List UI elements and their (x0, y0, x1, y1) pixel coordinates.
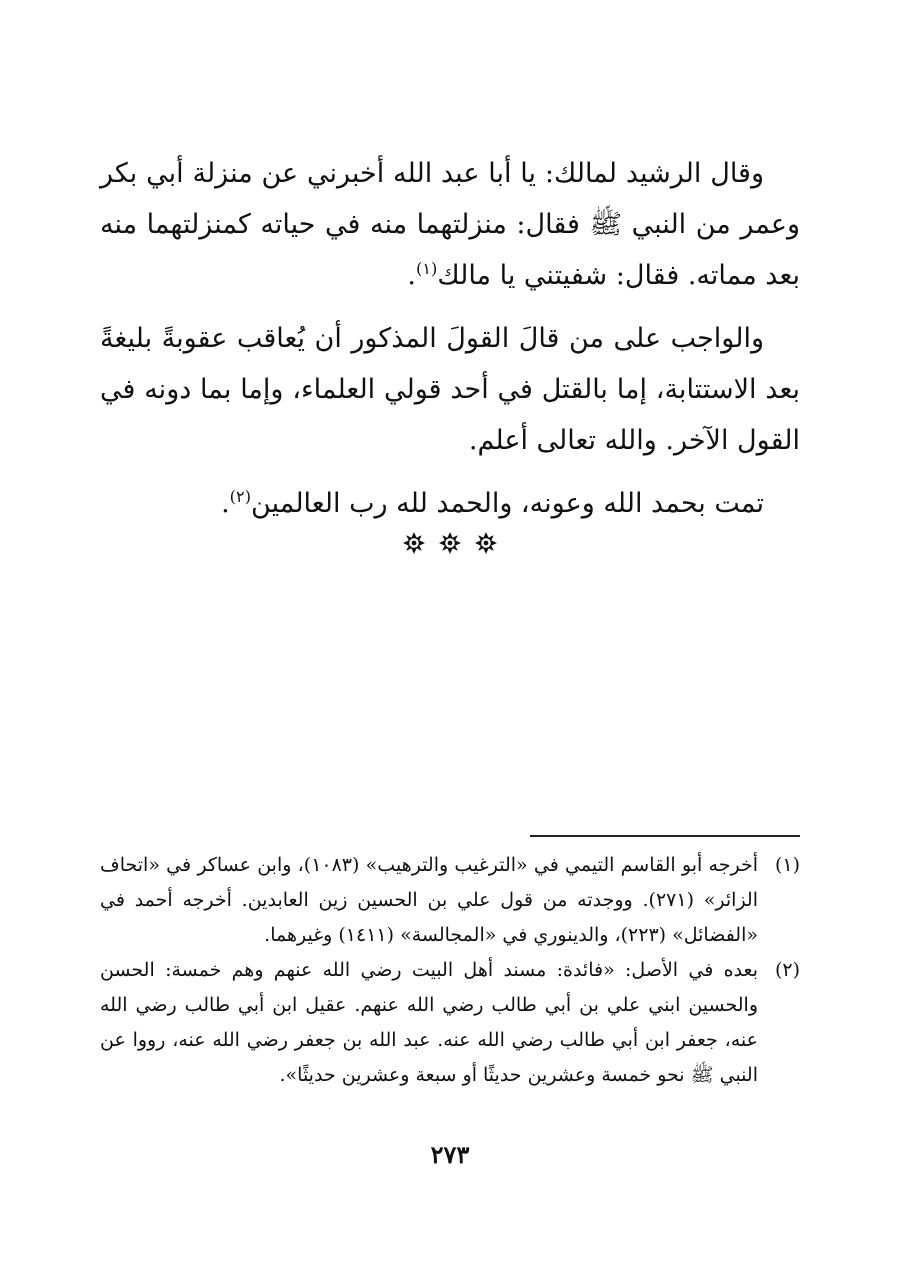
paragraph-text: والواجب على من قالَ القولَ المذكور أن يُعاقب عقوبةً بليغةً بعد الاستتابة، إما بالقتل في أحد قولي العلماء، وإما بما دونه في القول الآخر. والله تعالى أعلم. (100, 323, 800, 456)
footnote-1 (100, 848, 800, 953)
section-end-ornaments (100, 532, 800, 554)
star-ornament-icon (403, 532, 425, 554)
paragraph-end-mark: . (407, 260, 416, 291)
paragraph-text: وقال الرشيد لمالك: يا أبا عبد الله أخبرني عن منزلة أبي بكر وعمر من النبي ﷺ فقال: منزلتهما منه في حياته كمنزلتهما منه بعد مماته. فقال: شفيتني يا مالك (100, 158, 800, 291)
footnote-number: (١) (774, 854, 800, 876)
main-text (100, 148, 800, 541)
footnote-reference-2[interactable]: (٢) (229, 487, 252, 506)
footnote-text: بعده في الأصل: «فائدة: مسند أهل البيت رضي الله عنهم وهم خمسة: الحسن والحسين ابني علي بن أبي طالب رضي الله عنهم. عقيل ابن أبي طالب رضي الله عنه، جعفر ابن أبي طالب رضي الله عنه. عبد الله بن جعفر رضي الله عنه، رووا عن النبي ﷺ نحو خمسة وعشرين حديثًا أو سبعة وعشرين حديثًا». (100, 959, 758, 1086)
star-ornament-icon (475, 532, 497, 554)
paragraph-closing (100, 478, 800, 529)
paragraph-rashid-malik (100, 148, 800, 301)
page-number: ٢٧٣ (430, 1140, 470, 1169)
footnote-2 (100, 953, 800, 1093)
footnote-reference-1[interactable]: (١) (415, 259, 438, 278)
star-ornament-icon (439, 532, 461, 554)
paragraph-end-mark: . (221, 488, 230, 519)
book-page (100, 0, 800, 1271)
footnotes-section (100, 848, 800, 1093)
footnote-text: أخرجه أبو القاسم التيمي في «الترغيب والترهيب» (١٠٨٣)، وابن عساكر في «اتحاف الزائر» (٢٧١). ووجدته من قول علي بن الحسين زين العابدين. أخرجه أحمد في «الفضائل» (٢٢٣)، والدينوري في «المجالسة» (١٤١١) وغيرهما. (100, 854, 758, 946)
footnote-separator (530, 835, 800, 837)
paragraph-text: تمت بحمد الله وعونه، والحمد لله رب العالمين (251, 488, 764, 519)
footnote-number: (٢) (774, 959, 800, 981)
paragraph-punishment-ruling (100, 313, 800, 466)
